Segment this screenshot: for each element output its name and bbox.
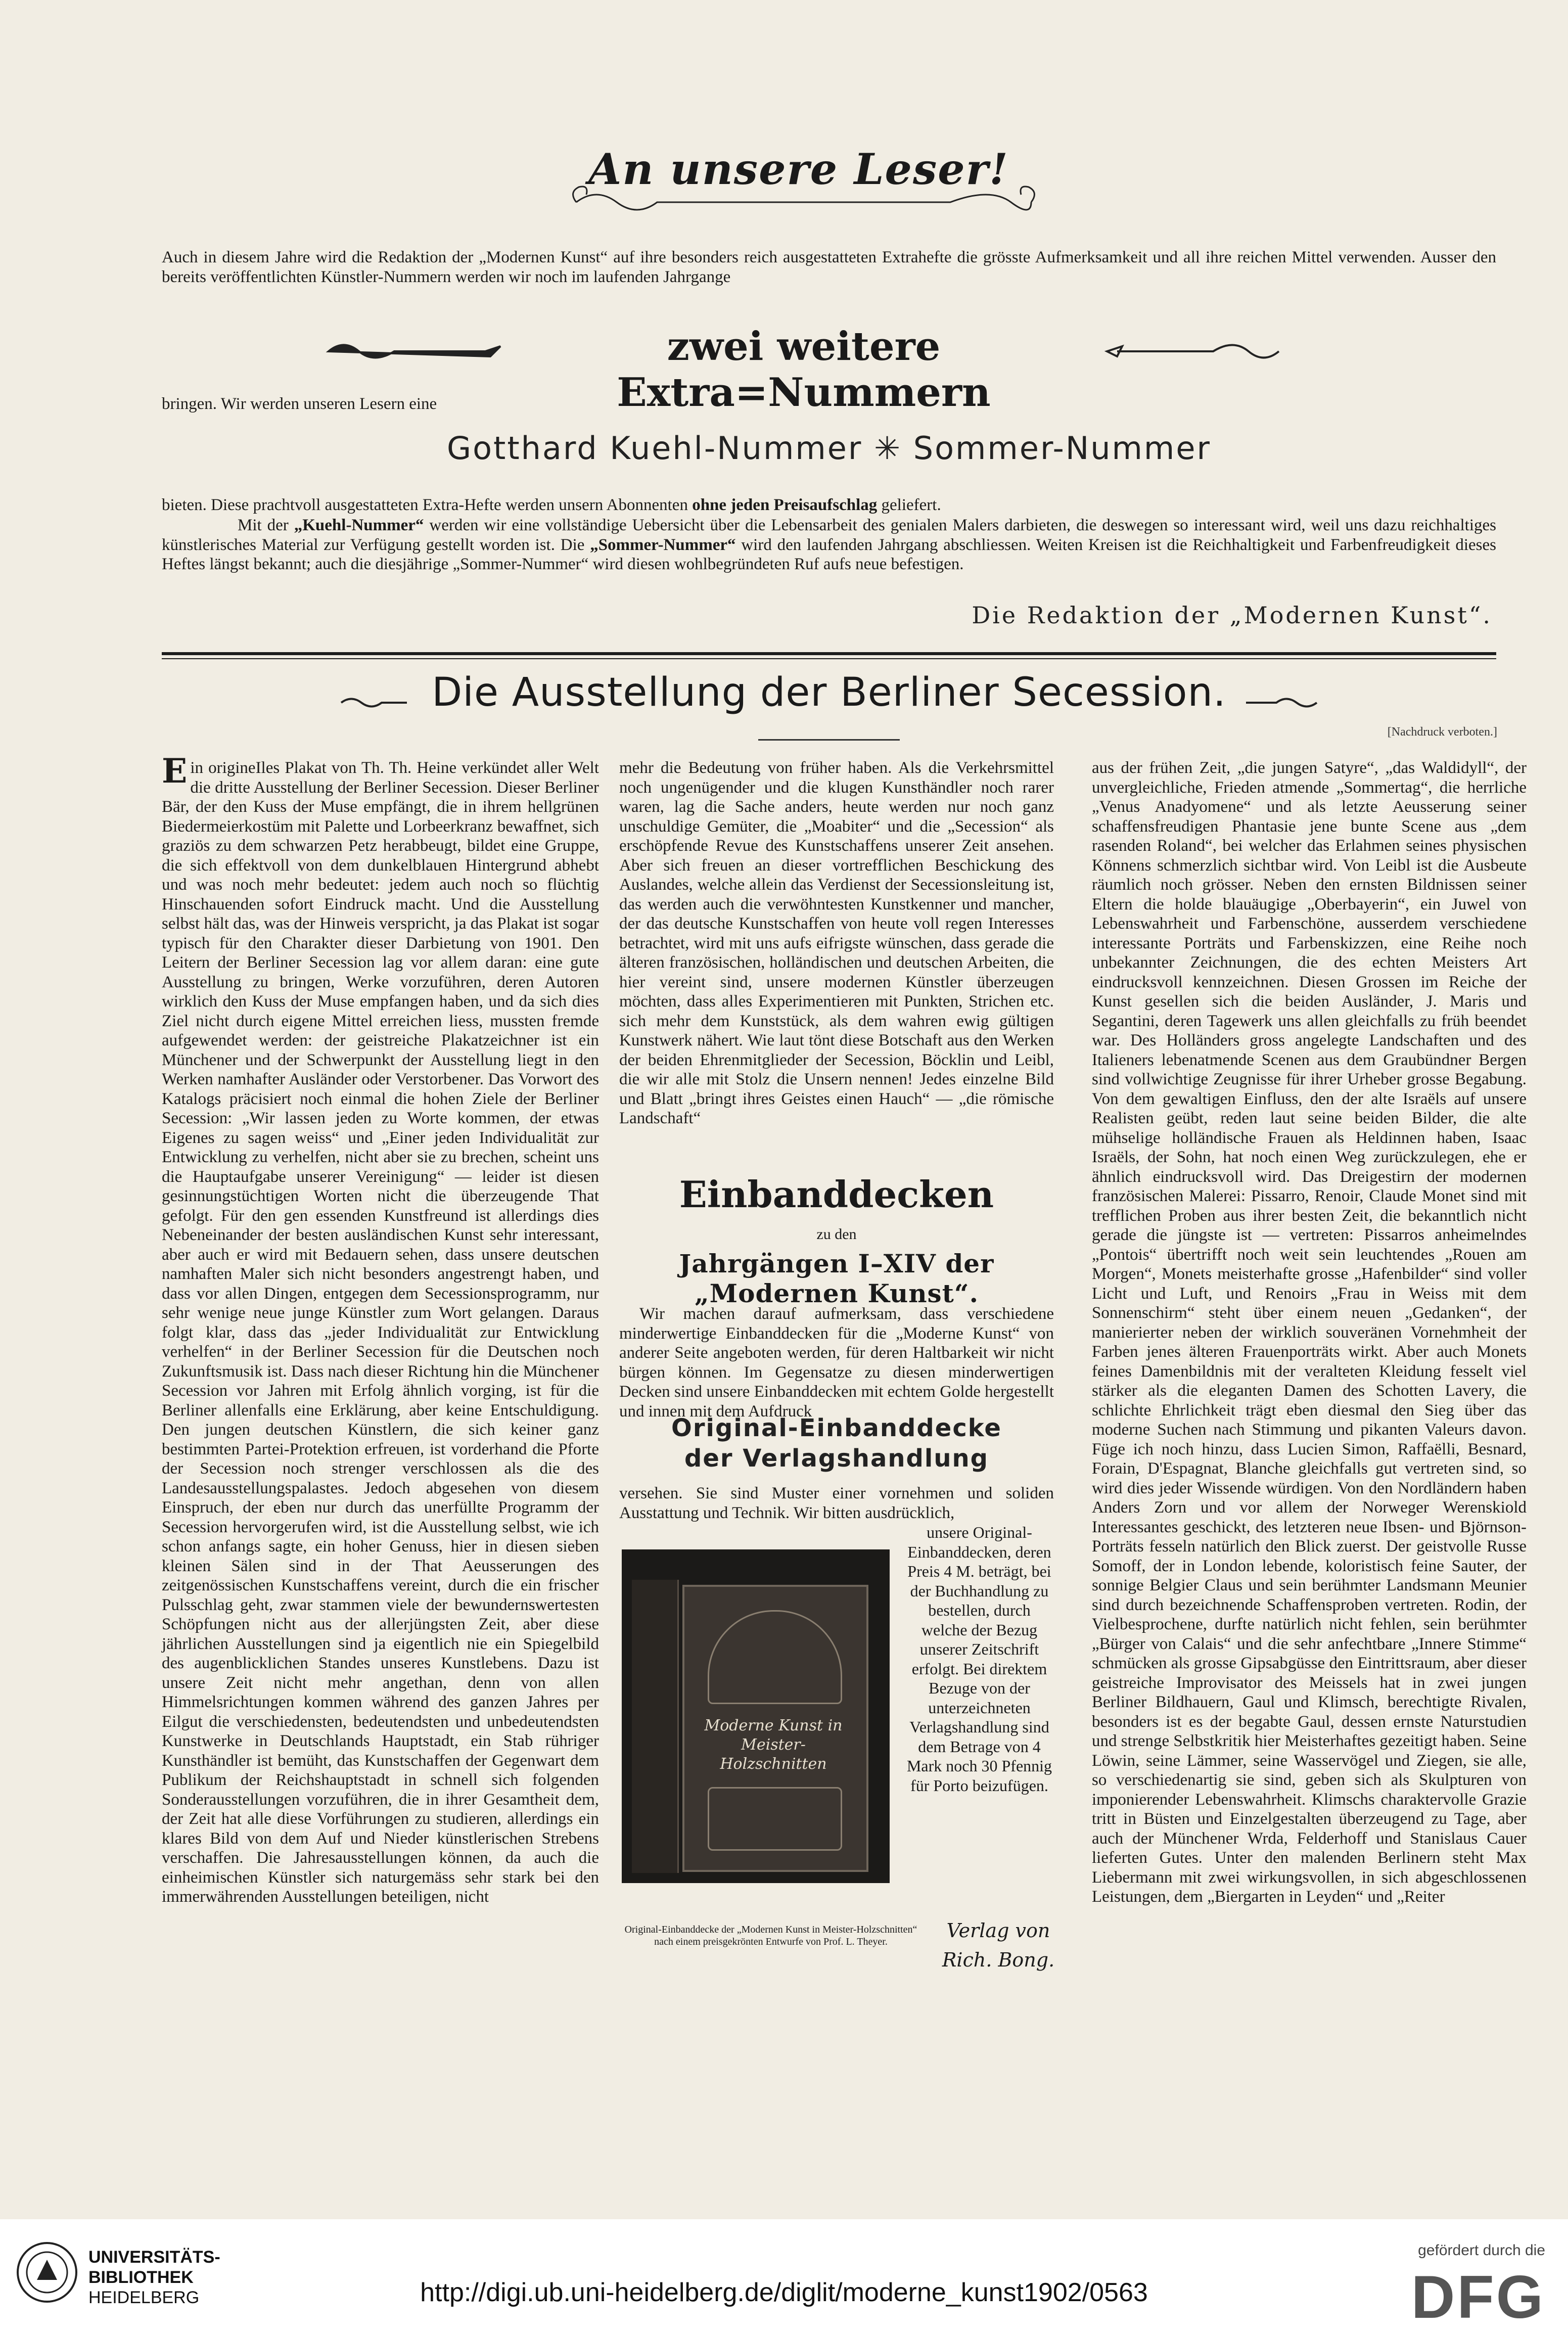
editorial-signature: Die Redaktion der „Modernen Kunst“. <box>972 602 1492 629</box>
article-column-1 <box>162 751 599 1907</box>
left-scroll-ornament-icon <box>324 334 505 369</box>
book-cover-title: Moderne Kunst in Meister-Holzschnitten <box>704 1717 843 1773</box>
ad-subtitle: zu den <box>816 1226 857 1243</box>
ad-side-text: unsere Original-Einbanddecken, deren Preis 4 M. beträgt, bei der Buchhandlung zu bestellen, durch welche der Bezug unserer Zeitschrift erfolgt. Bei direktem Bezuge von der unterzeichneten Verlagshandlung sind dem Betrage von 4 Mark noch 30 Pfennig für Porto beizufügen. <box>906 1523 1052 1795</box>
kuehl-text-b: werden wir eine vollständige Uebersicht über die Lebensarbeit des genialen Malers darbieten, die deswegen so interessant wird, weil uns dazu reichhaltiges künstlerisches Material zur Verfügung gestellt worden ist. Die <box>162 516 1497 554</box>
publisher-line-2: Rich. Bong. <box>942 1949 1055 1971</box>
publisher-line-1: Verlag von <box>946 1919 1050 1942</box>
library-line-2: BIBLIOTHEK <box>88 2268 194 2287</box>
book-spine <box>632 1580 679 1873</box>
title-underline <box>758 739 900 741</box>
article-column-3: aus der frühen Zeit, „die jungen Satyre“, „das Waldidyll“, der unvergleichliche, Frieden atmende „Sommertag“, die herrliche „Venus Anadyomene“ und als letzte Aeusserung seiner schaffensfreudigen Phantasie jene bunte Scene aus „dem rasenden Roland“, bei welcher das Erlahmen seines physischen Könnens schmerzlich sichtbar wird. Von Leibl ist die Ausbeute räumlich noch grösser. Neben den ernsten Bildnissen seiner Eltern die holde blauäugige „Oberbayerin“, ein Juwel von Lebenswahrheit und Farbenschöne, ausserdem verschiedene interessante Porträts und Farbenskizzen, eine Reihe noch unbekannter Zeichnungen, die des echten Meisters Art eindrucksvoll kennzeichnen. Diesen Grossen im Reiche der Kunst gesellen sich die beiden Ausländer, J. Maris und Segantini, deren Tagewerk uns allen gleichfalls zu früh beendet war. Des Holländers gross angelegte Landschaften und des Italieners lebenatmende Scenen aus dem Graubündner Bergen sind vollwichtige Zeugnisse für ihrer Urheber grosse Begabung. Von dem gewaltigen Einfluss, den der alte Israëls auf unsere Realisten geübt, reden laut seine beiden Bilder, die alte mühselige holländische Frauen als Heldinnen haben, Isaac Israëls, der Sohn, hat noch einen Weg zurückzulegen, ehe er ähnlich eindrucksvoll wird. Das Dreigestirn der modernen französischen Malerei: Pissarro, Renoir, Claude Monet sind mit trefflichen Proben aus ihrer besten Zeit, die bekanntlich nicht gerade die jüngste ist — vertreten: Pissarros anheimelndes „Pontois“ übertrifft noch weit sein leuchtendes „Rouen am Morgen“, Monets meisterhafte grosse „Hafenbilder“ sind voller Licht und Luft, und Renoirs „Frau in Weiss mit dem Sonnenschirm“ steht über einem neuen „Gedanken“, der manierierter neben der wirklich souveränen Vornehmheit der Farben jenes älteren Frauenporträts wirkt. Aber auch Monets feines Damenbildnis mit der veralteten Kleidung fesselt viel stärker als die eleganten Damen des Schotten Lavery, die schlichte Ehrlichkeit trägt eben diesmal den Sieg über das moderne Suchen nach Stimmung und pikanten Valeurs davon. Füge ich noch hinzu, dass Lucien Simon, Raffaëlli, Besnard, Forain, D'Espagnat, Blanche gleichfalls gut vertreten sind, so wird dies jeder Wissende würdigen. Von den Nordländern haben Anders Zorn und vor allem der Norweger Werenskiold Interessantes geschickt, des letzteren neue Ibsen- und Björnson-Porträts fesseln natürlich den Blick zuerst. Der geistvolle Russe Somoff, der in London lebende, koloristisch feine Sauter, der sonnige Belgier Claus und sein berühmter Landsmann Meunier sind durch bezeichnende Schaffensproben vertreten. Rodin, der Vielbesprochene, durfte natürlich nicht fehlen, sein berühmter „Bürger von Calais“ und die sehr anfechtbare „Innere Stimme“ schmücken als grosse Gipsabgüsse den Eintrittsraum, aber dieser geistreiche Improvisator des Meissels hat in zwei jungen Berliner Bildhauern, Gaul und Klimsch, berechtigte Rivalen, besonders ist es der begabte Gaul, dessen ernste Naturstudien und strenge Selbstkritik hier Meisterhaftes gezeitigt haben. Seine Löwin, seine Lämmer, seine Wasservögel und Ziegen, sie alle, so verschiedenartig sie sind, geben sich als Skulpturen von imponierender Lebenswahrheit. Klimschs charaktervolle Grazie tritt in Büsten und Einzelgestalten überzeugend zu Tage, aber auch der Münchener Wrda, Felderhoff und Stanislaus Cauer lieferten Gutes. Unter den malenden Berlinern steht Max Liebermann mit zwei wirkungsvollen, in sich abgeschlossenen Leistungen, dem „Biergarten in Leyden“ und „Reiter <box>1092 759 1527 1906</box>
article-right-ornament-icon <box>1243 693 1319 713</box>
library-line-3: HEIDELBERG <box>88 2288 200 2307</box>
dfg-logo-icon: DFG <box>1411 2263 1545 2331</box>
ad-title: Einbanddecken <box>679 1173 994 1216</box>
page-title: An unsere Leser! <box>588 144 1009 194</box>
ad-original-body: versehen. Sie sind Muster einer vornehmen und soliden Ausstattung und Technik. Wir bitten ausdrücklich, <box>619 1484 1054 1522</box>
kuehl-text-a: Mit der <box>238 516 289 534</box>
book-ornament-panel <box>708 1787 842 1851</box>
bringen-line: bringen. Wir werden unseren Lesern eine <box>162 395 437 413</box>
kuehl-paragraph <box>162 516 1496 574</box>
funder-label: gefördert durch die <box>1418 2242 1545 2259</box>
library-line-1: UNIVERSITÄTS- <box>88 2248 220 2267</box>
section-rule-thin <box>162 658 1496 659</box>
section-rule-thick <box>162 652 1496 655</box>
bieten-end: geliefert. <box>881 496 941 514</box>
reprint-notice: [Nachdruck verboten.] <box>1387 725 1497 739</box>
issues-line: Gotthard Kuehl-Nummer ✳ Sommer-Nummer <box>447 430 1211 467</box>
ad-original-heading <box>619 1413 1054 1474</box>
ad-body: Wir machen darauf aufmerksam, dass verschiedene minderwertige Einbanddecken für die „Moderne Kunst“ von anderer Seite angeboten werden, für deren Haltbarkeit wir nicht bürgen können. Im Gegensatze zu diesen minderwertigen Decken sind unsere Einbanddecken mit echtem Golde hergestellt und innen mit dem Aufdruck <box>619 1305 1054 1421</box>
bieten-emphasis: ohne jeden Preisaufschlag <box>692 496 878 514</box>
drop-cap: E <box>162 751 188 791</box>
ad-headline: Jahrgängen I–XIV der „Modernen Kunst“. <box>679 1249 994 1308</box>
book-cover-image <box>622 1549 890 1883</box>
bieten-text: bieten. Diese prachtvoll ausgestatteten Extra-Hefte werden unsern Abonnenten <box>162 496 688 514</box>
kuehl-text-c: wird den laufenden Jahrgang abschliessen. Weiten Kreisen ist die Reichhaltigkeit und Farbenfreudigkeit dieses Heftes längst bekannt; auch die diesjährige „Sommer-Nummer“ wird diesen wohlbegründeten Ruf aufs neue befestigen. <box>162 535 1496 573</box>
digitization-footer <box>0 2219 1568 2334</box>
kuehl-emphasis: „Kuehl-Nummer“ <box>294 516 424 534</box>
ad-original-line-1: Original-Einbanddecke <box>671 1414 1002 1442</box>
article-title: Die Ausstellung der Berliner Secession. <box>432 670 1226 715</box>
sommer-emphasis: „Sommer-Nummer“ <box>590 535 736 554</box>
ad-original-line-2: der Verlagshandlung <box>684 1444 989 1473</box>
extra-heading-block <box>324 324 1284 416</box>
publisher-signature <box>940 1916 1056 1975</box>
permalink-url[interactable]: http://digi.ub.uni-heidelberg.de/diglit/moderne_kunst1902/0563 <box>420 2278 1148 2307</box>
intro-paragraph: Auch in diesem Jahre wird die Redaktion der „Modernen Kunst“ auf ihre besonders reich ausgestatteten Extrahefte die grösste Aufmerksamkeit und all ihre reichen Mittel verwenden. Ausser den bereits veröffentlichten Künstler-Nummern werden wir noch im laufenden Jahrgange <box>162 248 1496 286</box>
article-column-2: mehr die Bedeutung von früher haben. Als die Verkehrsmittel noch ungenügender und die klugen Kunsthändler noch rarer waren, lag die Sache anders, heute werden nur noch ganz unschuldige Gemüter, die „Moabiter“ und die „Secession“ als erschöpfende Revue des Kunstschaffens unserer Zeit ansehen. Aber sich freuen an dieser vortrefflichen Beschickung des Auslandes, welche allein das Verdienst der Secessionsleitung ist, das werden auch die verwöhntesten Kunstkenner und mancher, der das deutsche Kunstschaffen von heute voll regen Interesses betrachtet, wird mit uns aufs eifrigste wünschen, dass gerade die älteren französischen, holländischen und deutschen Arbeiten, die hier vereint sind, unsere modernen Künstler überzeugen möchten, dass alles Experimentieren mit Punkten, Strichen etc. sich mehr dem Kunststück, als dem wahren ewig gültigen Kunstwerk nähert. Wie laut tönt diese Botschaft aus den Werken der beiden Ehrenmitglieder der Secession, Böcklin und Leibl, die wir alle mit Stolz die Unsern nennen! Jedes einzelne Bild und Blatt „bringt ihres Geistes einen Hauch“ — „die römische Landschaft“ <box>619 759 1054 1127</box>
bieten-paragraph <box>162 495 1496 515</box>
column-1-text: in origineIles Plakat von Th. Th. Heine verkündet aller Welt die dritte Ausstellung der Berliner Secession. Dieser Berliner Bär, der den Kuss der Muse empfängt, die in ihrem hellgrünen Biedermeierkostüm mit Palette und Lorbeerkranz bewaffnet, sich graziös zu dem schwarzen Petz herabbeugt, bildet eine Gruppe, die sich effektvoll von dem dunkelblauen Hintergrund abhebt und was noch mehr bedeutet: jedem auch noch so flüchtig Hinschauenden sofort Eindruck macht. Und die Ausstellung selbst hält das, was der Hinweis verspricht, ja das Plakat ist sogar typisch für den Charakter dieser Darbietung von 1901. Den Leitern der Berliner Secession lag vor allem daran: eine gute Ausstellung zu bringen, Werke vorzuführen, deren Autoren wirklich den Kuss der Muse empfangen haben, und da sich dies Ziel nicht durch eigene Mittel erreichen liess, mussten fremde aufgewendet werden: der geistreiche Plakatzeichner ist ein Münchener und der Schwerpunkt der Ausstellung liegt in den Werken namhafter Ausländer oder Verstorbener. Das Vorwort des Katalogs präcisiert noch einmal die hohen Ziele der Berliner Secession: „Wir lassen jeden zu Worte kommen, der etwas Eigenes zu sagen weiss“ und „Einer jeden Individualität zur Entwicklung zu verhelfen, nicht aber sie zu brechen, scheint uns die Hauptaufgabe unserer Vereinigung“ — leider ist diesen gesinnungstüchtigen Worten nicht die überzeugende That gefolgt. Für den gen essenden Kunstfreund ist allerdings dies Nebeneinander der besten ausländischen Kunst sehr interessant, aber auch er wird mit Bedauern sehen, dass unsere deutschen namhaften Maler sich nicht besonders angestrengt haben, und dass vor allen Dingen, entgegen dem Secessionsprogramm, nur sehr wenige neue junge Künstler zum Wort gelangen. Daraus folgt klar, dass das „jeder Individualität zur Entwicklung verhelfen“ in der Berliner Secession für die Deutschen noch Zukunftsmusik ist. Dass nach dieser Richtung hin die Münchener Secession vor Jahren mit Erfolg ähnlich vorging, ist für die Berliner allenfalls eine Erklärung, aber keine Entschuldigung. Den jungen deutschen Künstlern, die sich keiner ganz bestimmten Partei-Protektion erfreuen, ist vorderhand die Pforte der Secession noch strenger verschlossen als die des Landesausstellungspalastes. Jedoch abgesehen von diesem Einspruch, der eben nur durch das unerfüllte Programm der Secession hervorgerufen wird, ist die Ausstellung selbst, wie ich schon anfangs sagte, ein hoher Genuss, hier in diesen sieben kleinen Sälen sind in der That Aeusserungen des zeitgenössischen Kunstschaffens vereint, durch die ein frischer Pulsschlag geht, zwar stammen viele der bewundernswertesten Schöpfungen nicht aus der allerjüngsten Zeit, aber diese jährlichen Ausstellungen sind ja eigentlich nie ein Spiegelbild des augenblicklichen Standes unseres Kunstlebens. Dazu ist unsere Zeit nicht mehr angethan, denn von allen Himmelsrichtungen kommen während des ganzen Jahres per Eilgut die verschiedensten, bedeutendsten und unbedeutendsten Kunstwerke in Deutschlands Hauptstadt, ein Stab rühriger Kunsthändler ist bemüht, das Kunstschaffen der Gegenwart dem Publikum der Reichshauptstadt in schnell sich folgenden Sonderausstellungen vorzuführen, die in ihrer Gesamtheit dem, der Zeit hat alle diese Vorführungen zu studieren, allerdings ein klares Bild von dem Auf und Nieder künstlerischen Strebens verschaffen. Die Jahresausstellungen können, da auch die einheimischen Künstler sich naturgemäss sehr stark bei den immerwährenden Ausstellungen beteiligen, nicht <box>162 759 599 1906</box>
extra-issues-heading: zwei weitere Extra=Nummern <box>617 324 991 416</box>
right-scroll-ornament-icon <box>1102 334 1284 369</box>
book-caption: Original-Einbanddecke der „Modernen Kunst in Meister-Holzschnitten“ nach einem preisgekrönten Entwurfe von Prof. L. Theyer. <box>624 1924 917 1947</box>
